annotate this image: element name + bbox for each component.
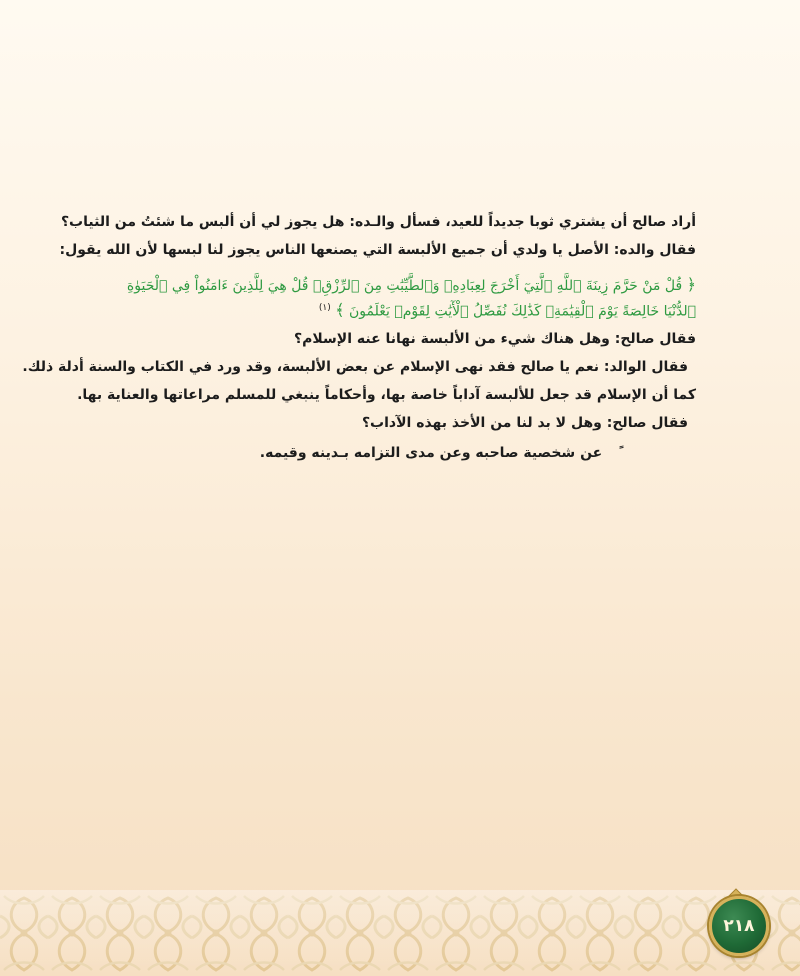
page-number-badge (709, 896, 769, 956)
paragraph-line-4: فقال صالح: وهل هناك شيء من الألبسة نهانا عنه الإسلام؟ (294, 330, 696, 347)
verse-close-bracket: ﴾ (335, 300, 345, 320)
paragraph-line-8-text: عن شخصية صاحبه وعن مدى التزامه بـدينه وقيمه. (259, 444, 603, 461)
verse-open-bracket: ﴿ (686, 275, 696, 294)
dialogue-text (22, 212, 696, 463)
ornament-pattern (0, 890, 800, 976)
paragraph-line-2: فقال والده: الأصل يا ولدي أن جميع الألبسة التي يصنعها الناس يجوز لنا لبسها لأن الله يقول: (59, 242, 696, 258)
paragraph-line-5: فقال الوالد: نعم يا صالح فقد نهى الإسلام عن بعض الألبسة، وقد ورد في الكتاب والسنة أدلة ذلك. (22, 358, 688, 375)
paragraph-line-7: فقال صالح: وهل لا بد لنا من الأخذ بهذه الآداب؟ (361, 414, 688, 431)
page-number: ٢١٨ (723, 916, 755, 936)
quran-verse (96, 274, 696, 323)
paragraph-line-6: كما أن الإسلام قد جعل للألبسة آداباً خاصة بها، وأحكاماً ينبغي للمسلم مراعاتها والعناية بها. (77, 386, 696, 403)
verse-text: قُلْ مَنْ حَرَّمَ زِينَةَ ٱللَّهِ ٱلَّتِيٓ أَخْرَجَ لِعِبَادِهِۦ وَٱلطَّيِّبَٰتِ مِنَ ٱلرِّزْقِۚ قُلْ هِيَ لِلَّذِينَ ءَامَنُواْ فِي ٱلْحَيَوٰةِ ٱلدُّنْيَا خَالِصَةً يَوْمَ ٱلْقِيَٰمَةِۗ كَذَٰلِكَ نُفَصِّلُ ٱلْأٓيَٰتِ لِقَوْمٖ يَعْلَمُونَ (126, 278, 696, 320)
footnote-marker: (١) (318, 303, 331, 313)
footer-ornament (0, 890, 800, 976)
paragraph-line-8 (96, 443, 696, 463)
paragraph-line-1: أراد صالح أن يشتري ثوبا جديداً للعيد، فسأل والـده: هل يجوز لي أن ألبس ما شئتُ من الثياب؟ (60, 214, 696, 230)
